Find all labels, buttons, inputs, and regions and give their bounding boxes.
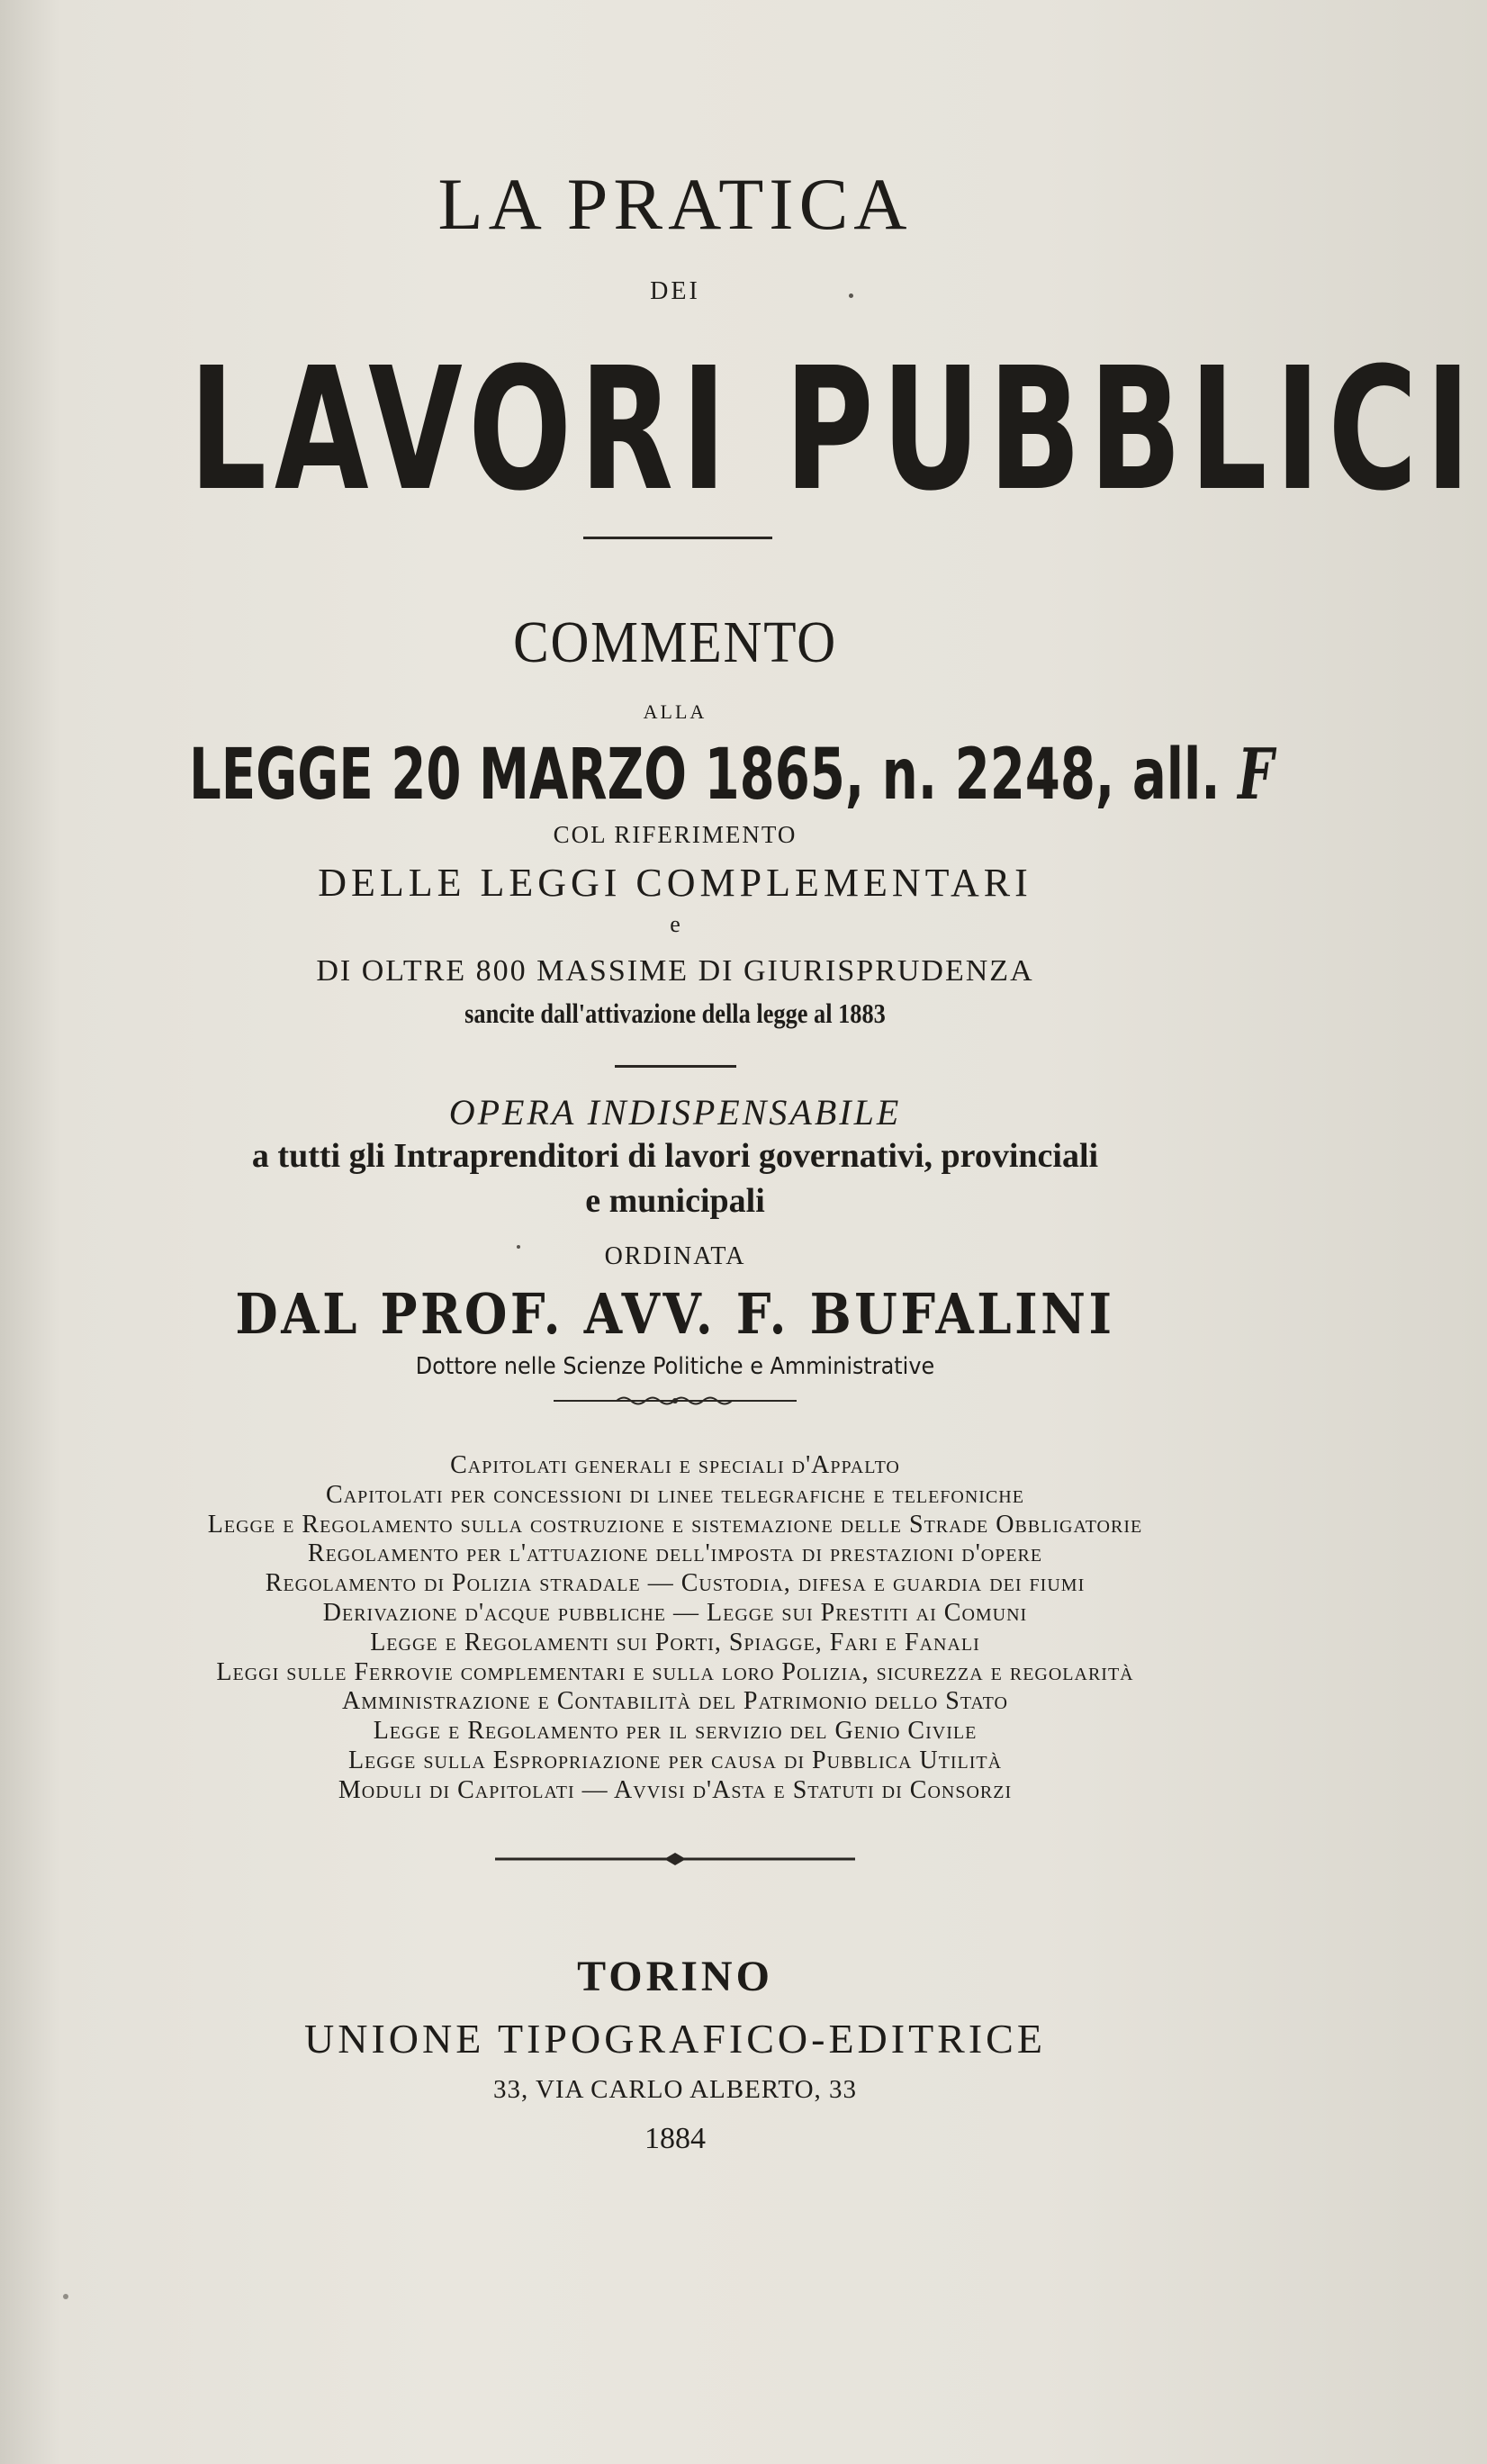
divider-rule-small: [615, 1065, 736, 1068]
paper-speck: [63, 2294, 68, 2299]
list-item: Moduli di Capitolati — Avvisi d'Asta e Statuti di Consorzi: [338, 1775, 1013, 1804]
conjunction-text: e: [670, 911, 680, 937]
list-item: Legge e Regolamenti sui Porti, Spiagge, Fari e Fanali: [370, 1628, 980, 1656]
list-item: Regolamento di Polizia stradale — Custodia, difesa e guardia dei fiumi: [265, 1569, 1086, 1598]
list-item: Leggi sulle Ferrovie complementari e sulla loro Polizia, sicurezza e regolarità: [216, 1657, 1134, 1686]
ordinata-text: ORDINATA: [604, 1242, 746, 1270]
paper-speck: [517, 1245, 520, 1249]
list-item: Derivazione d'acque pubbliche — Legge sui Prestiti ai Comuni: [322, 1598, 1028, 1627]
list-item: Capitolati per concessioni di linee telegrafiche e telefoniche: [326, 1480, 1024, 1509]
law-reference: [189, 734, 1274, 816]
audience-line-1: a tutti gli Intraprenditori di lavori governativi, provinciali: [251, 1137, 1099, 1175]
title-small: LA PRATICA: [437, 163, 913, 245]
list-item: Regolamento per l'attuazione dell'imposta di prestazioni d'opere: [307, 1539, 1043, 1568]
divider-rule: [583, 537, 772, 539]
paper-speck: [849, 293, 853, 298]
subtitle: COMMENTO: [513, 609, 837, 675]
law-annex-letter: F: [1238, 734, 1274, 816]
contents-list: [0, 1451, 1350, 1806]
law-text: LEGGE 20 MARZO 1865, n. 2248, all.: [189, 735, 1221, 816]
imprint-city: TORINO: [577, 1953, 773, 2000]
author-title: Dottore nelle Scienze Politiche e Amministrative: [415, 1353, 935, 1380]
title-large: LAVORI PUBBLICI: [189, 331, 1479, 528]
author-name: DAL PROF. AVV. F. BUFALINI: [235, 1281, 1115, 1347]
imprint-publisher: UNIONE TIPOGRAFICO-EDITRICE: [304, 2016, 1046, 2062]
sancite-text: sancite dall'attivazione della legge al 1883: [464, 997, 886, 1029]
imprint-year: 1884: [644, 2122, 706, 2155]
ornament-diamond-rule: [0, 1850, 1350, 1872]
complementari-text: DELLE LEGGI COMPLEMENTARI: [318, 861, 1032, 905]
list-item: Legge sulla Espropriazione per causa di Pubblica Utilità: [347, 1746, 1003, 1774]
list-item: Legge e Regolamento per il servizio del Genio Civile: [373, 1717, 978, 1746]
imprint-address: 33, VIA CARLO ALBERTO, 33: [492, 2075, 858, 2104]
opera-text: OPERA INDISPENSABILE: [448, 1092, 902, 1133]
list-item: Amministrazione e Contabilità del Patrimonio dello Stato: [342, 1687, 1008, 1716]
alla-text: ALLA: [643, 700, 707, 723]
riferimento-text: COL RIFERIMENTO: [553, 821, 798, 848]
massime-text: DI OLTRE 800 MASSIME DI GIURISPRUDENZA: [316, 954, 1034, 988]
title-connector: DEI: [650, 277, 700, 305]
ornament-flourish: [0, 1394, 1350, 1412]
list-item: Capitolati generali e speciali d'Appalto: [450, 1451, 900, 1479]
list-item: Legge e Regolamento sulla costruzione e sistemazione delle Strade Obbligatorie: [207, 1510, 1143, 1539]
audience-line-2: e municipali: [585, 1182, 765, 1220]
